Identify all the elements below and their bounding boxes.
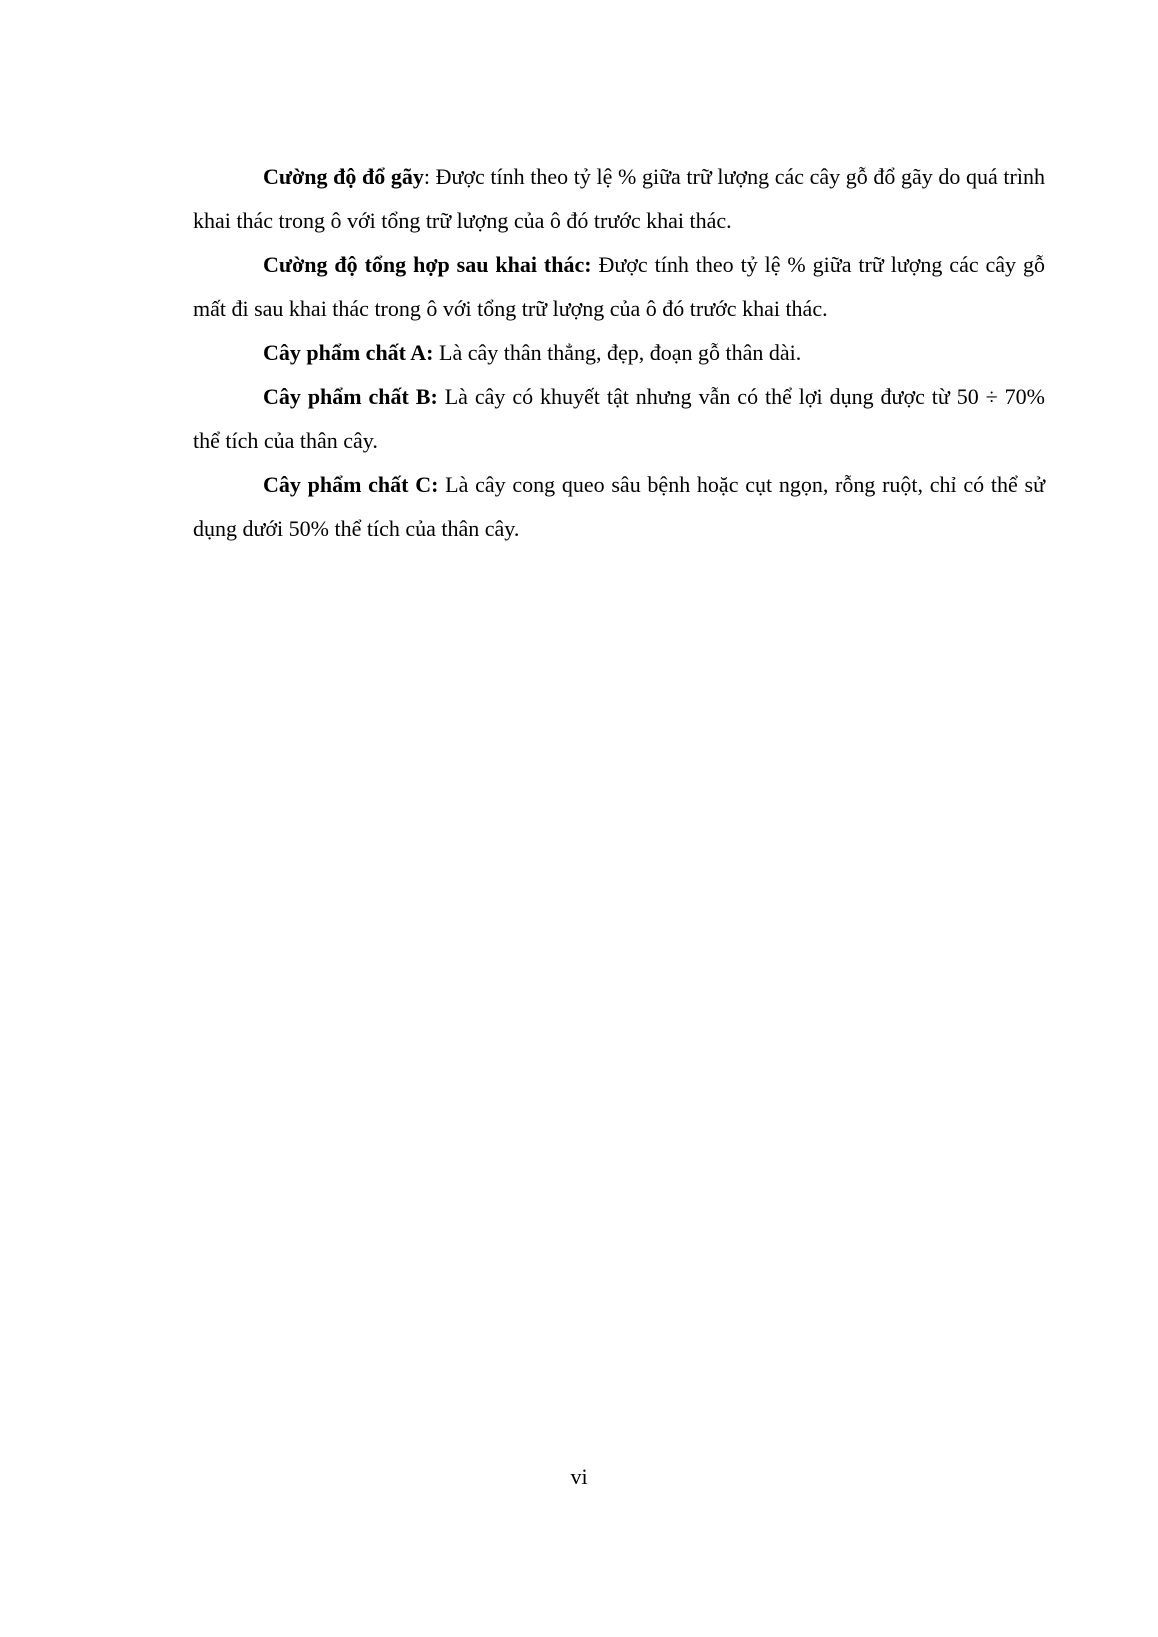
definition-text: Là cây thân thẳng, đẹp, đoạn gỗ thân dài. — [433, 340, 802, 365]
definition-term: Cây phẩm chất B: — [263, 384, 438, 409]
definition-paragraph-total-intensity — [193, 243, 1045, 331]
definition-term: Cường độ tổng hợp sau khai thác: — [263, 252, 592, 277]
definition-text: Được tính theo tỷ lệ % giữa trữ lượng các cây gỗ mất đi sau khai thác trong ô với tổng trữ lượng của ô đó trước khai thác. — [193, 252, 1045, 321]
definition-text: Là cây cong queo sâu bệnh hoặc cụt ngọn, rỗng ruột, chỉ có thể sử dụng dưới 50% thể tích của thân cây. — [193, 472, 1045, 541]
definition-paragraph-felling-damage — [193, 155, 1045, 243]
page-number: vi — [570, 1464, 588, 1489]
definition-paragraph-quality-a — [193, 331, 1045, 375]
definition-text: : Được tính theo tỷ lệ % giữa trữ lượng các cây gỗ đổ gãy do quá trình khai thác trong ô với tổng trữ lượng của ô đó trước khai thác. — [193, 164, 1045, 233]
document-body — [193, 155, 1045, 551]
definition-paragraph-quality-b — [193, 375, 1045, 463]
definition-term: Cây phẩm chất C: — [263, 472, 439, 497]
definition-text: Là cây có khuyết tật nhưng vẫn có thể lợi dụng được từ 50 ÷ 70% thể tích của thân cây. — [193, 384, 1046, 453]
definition-term: Cây phẩm chất A: — [263, 340, 434, 365]
definition-paragraph-quality-c — [193, 463, 1045, 551]
definition-term: Cường độ đổ gãy — [263, 164, 424, 189]
